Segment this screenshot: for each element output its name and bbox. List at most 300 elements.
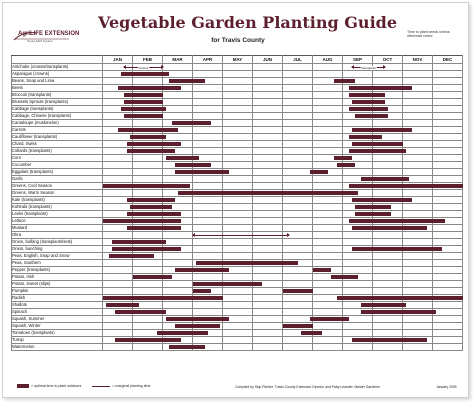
month-cell: [313, 141, 343, 148]
page-subtitle: for Travis County: [211, 37, 265, 44]
optimal-planting-bar: [166, 156, 199, 160]
month-cell: [343, 120, 373, 127]
month-cell: [133, 232, 163, 239]
month-cell: [403, 253, 433, 260]
month-cell: [313, 99, 343, 106]
month-cell: [103, 344, 133, 351]
table-row: [12, 288, 463, 295]
month-cell: [103, 295, 133, 302]
month-cell: [223, 141, 253, 148]
table-row: [12, 337, 463, 344]
month-cell: [103, 302, 133, 309]
vegetable-name: Cantaloupe (muskmelon): [12, 120, 103, 127]
table-row: [12, 253, 463, 260]
legend-optimal-swatch: [17, 384, 29, 388]
planting-table: [11, 55, 463, 351]
vegetable-name: Cauliflower (transplants): [12, 134, 103, 141]
month-cell: [433, 344, 463, 351]
optimal-planting-bar: [349, 135, 382, 139]
month-cell: [103, 127, 133, 134]
table-row: [12, 246, 463, 253]
month-cell: [283, 211, 313, 218]
month-cell: [313, 176, 343, 183]
month-cell: [373, 71, 403, 78]
optimal-planting-bar: [178, 191, 358, 195]
month-cell: [283, 176, 313, 183]
optimal-planting-bar: [175, 163, 211, 167]
page-title: Vegetable Garden Planting Guide: [98, 13, 398, 32]
month-cell: [103, 92, 133, 99]
month-cell: [223, 309, 253, 316]
month-cell: [283, 134, 313, 141]
month-cell: [283, 225, 313, 232]
month-cell: [253, 274, 283, 281]
month-cell: [313, 106, 343, 113]
optimal-planting-bar: [331, 275, 358, 279]
table-row: [12, 344, 463, 351]
month-cell: [433, 141, 463, 148]
month-cell: [373, 316, 403, 323]
optimal-planting-bar: [103, 219, 181, 223]
optimal-planting-bar: [115, 338, 181, 342]
month-cell: [163, 113, 193, 120]
month-cell: [223, 288, 253, 295]
month-cell: [433, 190, 463, 197]
month-cell: [433, 99, 463, 106]
month-cell: [223, 134, 253, 141]
month-cell: [133, 267, 163, 274]
month-cell: [223, 246, 253, 253]
month-cell: [283, 113, 313, 120]
vegetable-name: Cucumber: [12, 162, 103, 169]
optimal-planting-bar: [118, 86, 181, 90]
table-row: [12, 330, 463, 337]
logo-name: AgriLIFE EXTENSION: [18, 31, 80, 37]
month-cell: [403, 211, 433, 218]
optimal-planting-bar: [118, 128, 178, 132]
month-cell: [253, 225, 283, 232]
month-cell: [313, 148, 343, 155]
table-row: [12, 309, 463, 316]
month-cell: [253, 330, 283, 337]
legend-optimal-label: = optimal time to plant outdoors: [31, 384, 82, 388]
planting-note: Time to plant seeds unless otherwise noted: [407, 30, 450, 39]
month-cell: [253, 309, 283, 316]
month-cell: [193, 197, 223, 204]
month-cell: [433, 281, 463, 288]
month-cell: [253, 134, 283, 141]
month-cell: [313, 85, 343, 92]
table-row: [12, 113, 463, 120]
month-cell: [193, 127, 223, 134]
month-cell: [433, 148, 463, 155]
month-cell: [103, 64, 376, 71]
vegetable-name: Carrots: [12, 127, 103, 134]
month-cell: [253, 239, 283, 246]
optimal-planting-bar: [124, 100, 163, 104]
month-cell: [253, 316, 283, 323]
month-cell: [223, 211, 253, 218]
vegetable-name: Radish: [12, 295, 103, 302]
month-cell: [313, 71, 343, 78]
month-cell: [433, 92, 463, 99]
month-cell: [403, 330, 433, 337]
month-cell: [253, 71, 283, 78]
month-cell: [373, 239, 403, 246]
month-cell: [223, 71, 253, 78]
month-cell: [253, 295, 283, 302]
month-cell: [403, 281, 433, 288]
vegetable-name: Asparagus (crowns): [12, 71, 103, 78]
optimal-planting-bar: [352, 100, 385, 104]
month-cell: [103, 120, 133, 127]
table-row: [12, 239, 463, 246]
month-cell: [253, 148, 283, 155]
table-row: [12, 85, 463, 92]
month-cell: [103, 260, 133, 267]
month-cell: [253, 204, 283, 211]
month-cell: [133, 281, 163, 288]
vegetable-name: Kale (transplants): [12, 197, 103, 204]
month-cell: [253, 169, 283, 176]
month-cell: [163, 134, 193, 141]
month-cell: [103, 211, 133, 218]
month-cell: [283, 78, 313, 85]
month-cell: [133, 176, 163, 183]
optimal-planting-bar: [193, 289, 211, 293]
month-cell: [103, 141, 133, 148]
month-cell: [433, 78, 463, 85]
optimal-planting-bar: [310, 317, 349, 321]
month-cell: [283, 183, 313, 190]
optimal-planting-bar: [121, 107, 166, 111]
month-cell: [403, 113, 433, 120]
month-cell: [403, 162, 433, 169]
month-cell: [283, 274, 313, 281]
month-cell: [433, 197, 463, 204]
table-row: [12, 225, 463, 232]
vegetable-name: Broccoli (transplants): [12, 92, 103, 99]
month-cell: [433, 239, 463, 246]
month-cell: [343, 281, 373, 288]
month-cell: [133, 344, 163, 351]
month-cell: [223, 113, 253, 120]
month-cell: [403, 232, 433, 239]
month-cell: [103, 281, 133, 288]
month-header: JAN: [103, 56, 133, 64]
table-row: [12, 267, 463, 274]
month-cell: [343, 330, 373, 337]
month-header: APR: [193, 56, 223, 64]
month-cell: [283, 246, 313, 253]
month-cell: [313, 309, 343, 316]
month-header: JUN: [253, 56, 283, 64]
optimal-planting-bar: [124, 93, 163, 97]
vegetable-name: Watermelon: [12, 344, 103, 351]
month-cell: [343, 288, 373, 295]
month-cell: [433, 155, 463, 162]
optimal-planting-bar: [115, 310, 166, 314]
optimal-planting-bar: [109, 254, 154, 258]
month-cell: [103, 288, 133, 295]
table-row: [12, 302, 463, 309]
month-cell: [193, 106, 223, 113]
month-cell: [433, 71, 463, 78]
optimal-planting-bar: [334, 156, 352, 160]
month-cell: [193, 204, 223, 211]
table-row: [12, 183, 463, 190]
month-cell: [223, 337, 253, 344]
optimal-planting-bar: [127, 142, 181, 146]
table-row: [12, 120, 463, 127]
vegetable-name: Pepper (transplants): [12, 267, 103, 274]
optimal-planting-bar: [175, 268, 229, 272]
month-cell: [433, 211, 463, 218]
table-row: [12, 92, 463, 99]
month-cell: [403, 155, 433, 162]
planting-guide-sheet: [2, 2, 469, 398]
month-cell: [283, 253, 313, 260]
month-cell: [403, 120, 433, 127]
month-cell: [403, 267, 433, 274]
optimal-planting-bar: [349, 107, 388, 111]
month-cell: [253, 253, 283, 260]
month-cell: [283, 281, 313, 288]
month-cell: [223, 155, 253, 162]
month-cell: [193, 302, 223, 309]
month-cell: [313, 204, 343, 211]
month-cell: [403, 106, 433, 113]
month-cell: [253, 218, 283, 225]
month-header: SEP: [343, 56, 373, 64]
month-cell: [133, 78, 163, 85]
table-row: [12, 169, 463, 176]
month-cell: [433, 337, 463, 344]
vegetable-name: Potato, Irish: [12, 274, 103, 281]
month-cell: [193, 113, 223, 120]
vegetable-name: Brussels Sprouts (transplants): [12, 99, 103, 106]
vegetable-name: Peas, Southern: [12, 260, 103, 267]
month-cell: [283, 155, 313, 162]
vegetable-name: Garlic: [12, 176, 103, 183]
month-cell: [403, 302, 433, 309]
month-cell: [103, 246, 133, 253]
vegetable-name: Onion, bulbing (transplants/sets): [12, 239, 103, 246]
month-header: AUG: [313, 56, 343, 64]
logo-subtitle: Texas A&M System: [27, 39, 53, 43]
month-cell: [133, 323, 163, 330]
month-cell: [403, 99, 433, 106]
month-cell: [223, 85, 253, 92]
month-cell: [193, 211, 223, 218]
month-cell: [283, 85, 313, 92]
month-cell: [403, 92, 433, 99]
month-cell: [313, 246, 343, 253]
vegetable-name: Kohlrabi (transplants): [12, 204, 103, 211]
month-cell: [163, 302, 193, 309]
month-cell: [283, 127, 313, 134]
month-cell: [253, 141, 283, 148]
month-cell: [313, 239, 343, 246]
month-cell: [163, 99, 193, 106]
month-cell: [313, 120, 343, 127]
month-cell: [283, 295, 313, 302]
vegetable-name: Artichoke (crowns/transplants): [12, 64, 103, 71]
month-cell: [343, 239, 373, 246]
month-cell: [343, 267, 373, 274]
month-cell: [283, 64, 313, 71]
month-cell: [313, 232, 343, 239]
month-cell: [433, 225, 463, 232]
month-cell: [253, 246, 283, 253]
month-cell: [283, 309, 313, 316]
month-cell: [163, 309, 193, 316]
table-row: [12, 211, 463, 218]
month-cell: [163, 176, 193, 183]
optimal-planting-bar: [193, 282, 262, 286]
month-cell: [403, 71, 433, 78]
month-cell: [433, 330, 463, 337]
month-cell: [313, 211, 343, 218]
month-cell: [223, 148, 253, 155]
month-cell: [103, 148, 133, 155]
vegetable-column-header: [12, 56, 103, 64]
month-cell: [433, 316, 463, 323]
vegetable-name: Cabbage (transplants): [12, 106, 103, 113]
month-cell: [403, 344, 433, 351]
month-cell: [103, 78, 133, 85]
vegetable-name: Spinach: [12, 309, 103, 316]
month-cell: [223, 344, 253, 351]
table-row: [12, 106, 463, 113]
month-cell: [313, 64, 343, 71]
month-cell: [163, 106, 193, 113]
optimal-planting-bar: [103, 296, 223, 300]
optimal-planting-bar: [349, 93, 385, 97]
month-header: OCT: [373, 56, 403, 64]
month-cell: [253, 162, 283, 169]
month-cell: [103, 239, 133, 246]
month-cell: [343, 323, 373, 330]
month-cell: [283, 106, 313, 113]
month-cell: [283, 197, 313, 204]
month-cell: [193, 92, 223, 99]
optimal-planting-bar: [130, 205, 172, 209]
month-cell: [163, 64, 193, 71]
month-cell: [283, 120, 313, 127]
agrilife-logo: [13, 30, 80, 48]
optimal-planting-bar: [349, 149, 406, 153]
month-cell: [433, 253, 463, 260]
month-cell: [433, 288, 463, 295]
vegetable-rows: [12, 64, 463, 351]
vegetable-name: Tomatoes (transplants): [12, 330, 103, 337]
table-row: [12, 218, 463, 225]
month-cell: [433, 106, 463, 113]
month-cell: [403, 78, 433, 85]
month-header: JUL: [283, 56, 313, 64]
vegetable-name: Mustard: [12, 225, 103, 232]
table-row: [12, 281, 463, 288]
optimal-planting-bar: [112, 247, 181, 251]
month-cell: [373, 253, 403, 260]
month-cell: [373, 344, 403, 351]
month-cell: [223, 197, 253, 204]
month-cell: [403, 169, 433, 176]
month-cell: [103, 190, 133, 197]
month-cell: [283, 302, 313, 309]
month-cell: [403, 141, 433, 148]
month-cell: [223, 295, 253, 302]
month-cell: [253, 106, 283, 113]
month-cell: [163, 281, 193, 288]
table-row: [12, 155, 463, 162]
month-cell: [283, 316, 313, 323]
vegetable-name: Leeks (transplants): [12, 211, 103, 218]
month-cell: [253, 127, 283, 134]
month-cell: [223, 92, 253, 99]
month-cell: [103, 106, 133, 113]
table-row: [12, 197, 463, 204]
month-cell: [133, 190, 163, 197]
month-cell: [403, 64, 433, 71]
optimal-planting-bar: [352, 338, 427, 342]
marginal-planting-bar: [352, 67, 385, 68]
month-cell: [103, 169, 133, 176]
month-cell: [403, 323, 433, 330]
month-cell: [253, 64, 283, 71]
month-cell: [373, 260, 403, 267]
month-cell: [193, 176, 223, 183]
vegetable-name: Cabbage, Chinese (transplants): [12, 113, 103, 120]
table-row: [12, 71, 463, 78]
vegetable-name: Squash, Summer: [12, 316, 103, 323]
month-cell: [403, 148, 433, 155]
month-cell: [373, 288, 403, 295]
optimal-planting-bar: [349, 184, 463, 188]
optimal-planting-bar: [127, 226, 181, 230]
month-cell: [223, 99, 253, 106]
month-cell: [313, 344, 343, 351]
month-cell: [313, 337, 343, 344]
month-cell: [313, 225, 343, 232]
month-cell: [373, 323, 403, 330]
optimal-planting-bar: [283, 324, 313, 328]
optimal-planting-bar: [175, 170, 229, 174]
legend: [17, 384, 151, 388]
month-cell: [253, 344, 283, 351]
month-cell: [433, 323, 463, 330]
vegetable-name: Onion, bunching: [12, 246, 103, 253]
table-row: [12, 260, 463, 267]
month-cell: [223, 239, 253, 246]
month-cell: [193, 85, 223, 92]
month-cell: [313, 113, 343, 120]
month-cell: [373, 155, 403, 162]
month-cell: [253, 183, 283, 190]
month-cell: [193, 246, 223, 253]
month-cell: [283, 344, 313, 351]
month-cell: [193, 239, 223, 246]
optimal-planting-bar: [337, 296, 463, 300]
optimal-planting-bar: [334, 79, 355, 83]
month-cell: [283, 99, 313, 106]
month-cell: [253, 113, 283, 120]
month-cell: [373, 169, 403, 176]
vegetable-name: Corn: [12, 155, 103, 162]
optimal-planting-bar: [337, 163, 355, 167]
month-cell: [103, 225, 133, 232]
